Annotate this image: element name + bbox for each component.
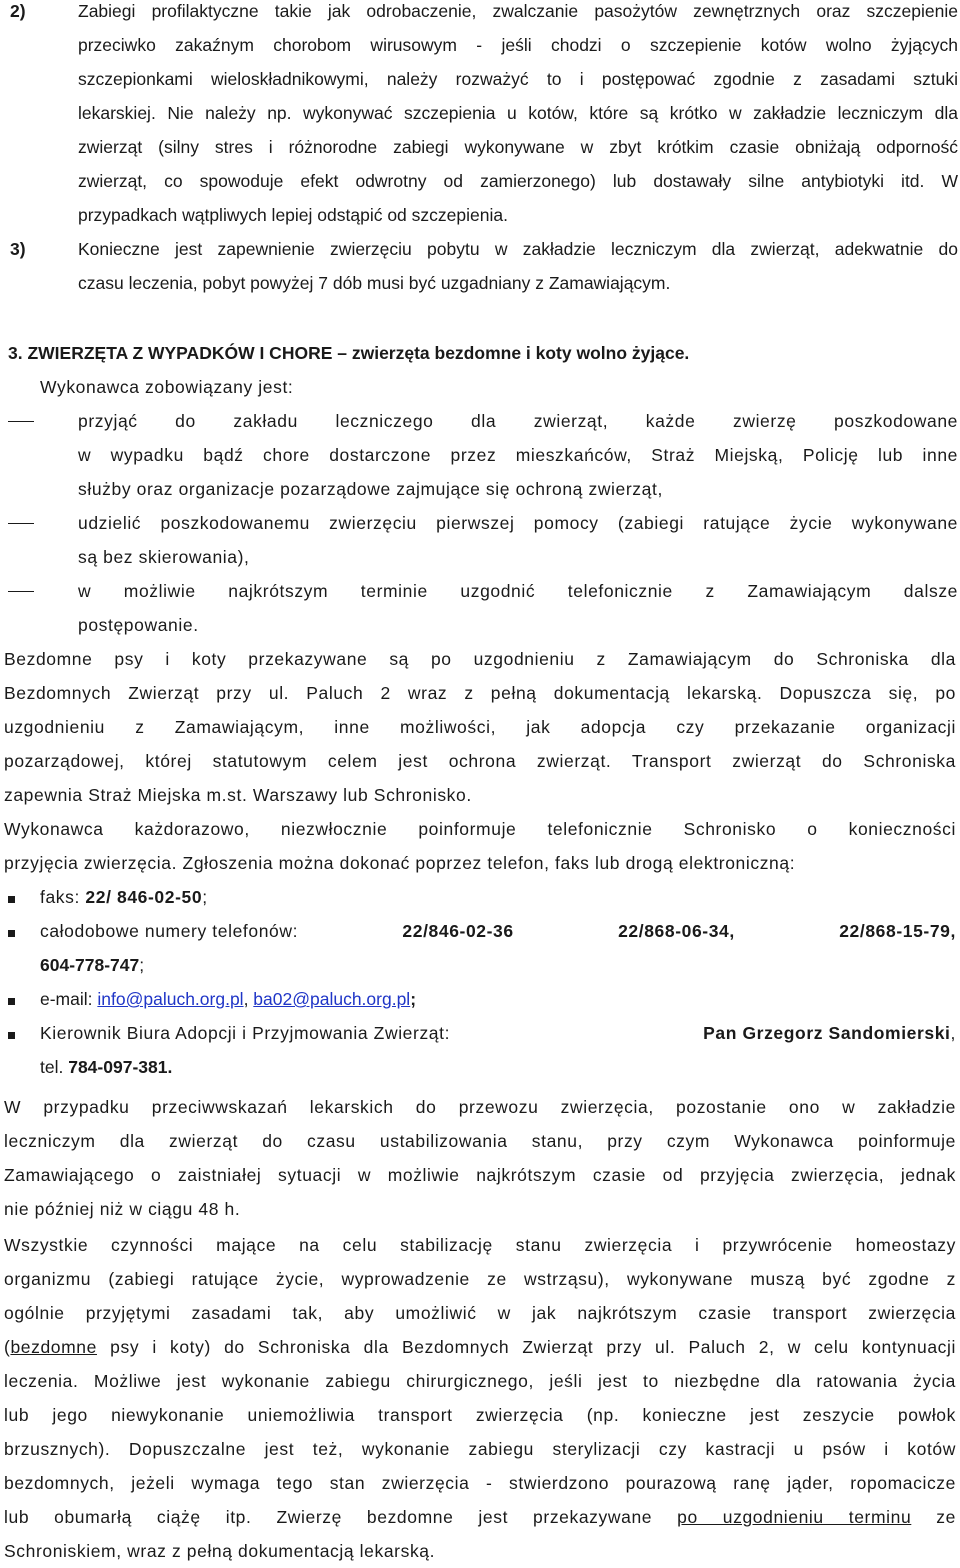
square-bullet-icon: [8, 896, 15, 903]
text-line: [4, 1330, 956, 1364]
tel-number: 784-097-381.: [68, 1057, 173, 1077]
underlined-text: bezdomne: [10, 1337, 97, 1357]
text-line: szczepionkami wieloskładnikowymi, należy rozważyć to i postępować zgodnie z zasadami sztuki: [78, 69, 958, 89]
text-line: Zamawiającego o zaistniałej sytuacji w możliwie najkrótszym czasie od przyjęcia zwierzęcia, jednak: [4, 1165, 956, 1185]
intro-text: Wykonawca zobowiązany jest:: [40, 377, 294, 397]
contact-fax: [40, 880, 208, 914]
text-line: lekarskiej. Nie należy np. wykonywać szczepienia u kotów, które są krótko w zakładzie leczniczym dla: [78, 103, 958, 123]
email-link-ba02[interactable]: ba02@paluch.org.pl: [253, 989, 411, 1009]
phone-number: 22/868-15-79,: [839, 921, 956, 941]
bullet-line: udzielić poszkodowanemu zwierzęciu pierwszej pomocy (zabiegi ratujące życie wykonywane: [78, 513, 958, 533]
text-line: Bezdomnych Zwierząt przy ul. Paluch 2 wraz z pełną dokumentacją lekarską. Dopuszcza się, po: [4, 683, 956, 703]
dash-bullet-icon: [8, 421, 34, 422]
punctuation: ;: [202, 887, 208, 907]
text-fragment: (: [4, 1337, 11, 1357]
text-line: przeciwko zakaźnym chorobom wirusowym - jeśli chodzi o szczepienie kotów wolno żyjących: [78, 35, 958, 55]
punctuation: ;: [410, 989, 417, 1009]
phone-number: 22/846-02-36: [402, 921, 514, 941]
text-line: Wykonawca każdorazowo, niezwłocznie poinformuje telefonicznie Schronisko o konieczności: [4, 819, 956, 839]
email-label: e-mail:: [40, 989, 98, 1009]
punctuation: ;: [139, 955, 145, 975]
section-heading: 3. ZWIERZĘTA Z WYPADKÓW I CHORE – zwierzęta bezdomne i koty wolno żyjące.: [8, 343, 690, 363]
text-line: nie później niż w ciągu 48 h.: [4, 1199, 241, 1219]
text-line: uzgodnieniu z Zamawiającym, inne możliwości, jak adopcja czy przekazanie organizacji: [4, 717, 956, 737]
text-line: Zabiegi profilaktyczne takie jak odrobaczenie, zwalczanie pasożytów zewnętrznych oraz szczepienie: [78, 1, 958, 21]
text-line: brzusznych). Dopuszczalne jest też, wykonanie zabiegu sterylizacji czy kastracji u psów i kotów: [4, 1439, 956, 1459]
punctuation: ,: [243, 989, 254, 1009]
bullet-line: w możliwie najkrótszym terminie uzgodnić telefonicznie z Zamawiającym dalsze: [78, 581, 958, 601]
phone-number: 604-778-747: [40, 955, 140, 975]
list-number-3: 3): [10, 239, 26, 259]
text-line: zwierząt (silny stres i różnorodne zabiegi wykonywane w zbyt krótkim czasie obniżają odporność: [78, 137, 958, 157]
text-line: zapewnia Straż Miejska m.st. Warszawy lub Schronisko.: [4, 785, 472, 805]
text-line: leczenia. Możliwe jest wykonanie zabiegu chirurgicznego, jeśli jest to niezbędne dla ratowania życia: [4, 1371, 956, 1391]
manager-label: Kierownik Biura Adopcji i Przyjmowania Zwierząt:: [40, 1023, 451, 1043]
manager-name-wrap: [703, 1016, 956, 1050]
text-line: [4, 1500, 956, 1534]
list-number-2: 2): [10, 1, 26, 21]
email-link-info[interactable]: info@paluch.org.pl: [97, 989, 244, 1009]
text-line: Konieczne jest zapewnienie zwierzęciu pobytu w zakładzie leczniczym dla zwierząt, adekwatnie do: [78, 239, 958, 259]
phone-number: 22/868-06-34,: [618, 921, 735, 941]
bullet-line: są bez skierowania),: [78, 547, 250, 567]
text-fragment: ze: [911, 1507, 956, 1527]
contact-tel: [40, 1050, 172, 1084]
text-fragment: lub obumarłą ciążę itp. Zwierzę bezdomne jest przekazywane: [4, 1507, 678, 1527]
text-line: W przypadku przeciwwskazań lekarskich do przewozu zwierzęcia, pozostanie ono w zakładzie: [4, 1097, 956, 1117]
fax-number: 22/ 846-02-50: [85, 887, 203, 907]
contact-phones: [40, 914, 956, 948]
punctuation: ,: [950, 1023, 956, 1043]
text-line: Schroniskiem, wraz z pełną dokumentacją lekarską.: [4, 1541, 436, 1561]
text-line: bezdomnych, jeżeli wymaga tego stan zwierzęcia - stwierdzono pourazową ranę jąder, ropomacicze: [4, 1473, 956, 1493]
bullet-line: postępowanie.: [78, 615, 199, 635]
square-bullet-icon: [8, 998, 15, 1005]
bullet-line: w wypadku bądź chore dostarczone przez mieszkańców, Straż Miejską, Policję lub inne: [78, 445, 958, 465]
underlined-text: po uzgodnieniu terminu: [677, 1507, 912, 1527]
manager-name: Pan Grzegorz Sandomierski: [703, 1023, 951, 1043]
dash-bullet-icon: [8, 591, 34, 592]
contact-manager: [40, 1016, 956, 1050]
text-line: leczniczym dla zwierząt do czasu ustabilizowania stanu, przy czym Wykonawca poinformuje: [4, 1131, 956, 1151]
tel-label: tel.: [40, 1057, 69, 1077]
text-line: pozarządowej, której statutowym celem jest ochrona zwierząt. Transport zwierząt do Schroniska: [4, 751, 956, 771]
text-line: zwierząt, co spowoduje efekt odwrotny od zamierzonego) lub dostawały silne antybiotyki itd. W: [78, 171, 958, 191]
text-line: przypadkach wątpliwych lepiej odstąpić od szczepienia.: [78, 205, 508, 225]
text-fragment: psy i koty) do Schroniska dla Bezdomnych Zwierząt przy ul. Paluch 2, w celu kontynuacji: [96, 1337, 956, 1357]
text-line: czasu leczenia, pobyt powyżej 7 dób musi być uzgadniany z Zamawiającym.: [78, 273, 671, 293]
fax-label: faks:: [40, 887, 86, 907]
bullet-line: przyjąć do zakładu leczniczego dla zwierząt, każde zwierzę poszkodowane: [78, 411, 958, 431]
phones-label: całodobowe numery telefonów:: [40, 921, 299, 941]
text-line: organizmu (zabiegi ratujące życie, wyprowadzenie ze wstrząsu), wykonywane muszą być zgodne z: [4, 1269, 956, 1289]
contact-email: [40, 982, 416, 1016]
text-line: lub jego niewykonanie uniemożliwia transport zwierzęcia (np. konieczne jest zeszycie powłok: [4, 1405, 956, 1425]
square-bullet-icon: [8, 1032, 15, 1039]
square-bullet-icon: [8, 930, 15, 937]
bullet-line: służby oraz organizacje pozarządowe zajmujące się ochroną zwierząt,: [78, 479, 663, 499]
dash-bullet-icon: [8, 523, 34, 524]
text-line: ogólnie przyjętymi zasadami tak, aby umożliwić w jak najkrótszym czasie transport zwierzęcia: [4, 1303, 956, 1323]
text-line: Wszystkie czynności mające na celu stabilizację stanu zwierzęcia i przywrócenie homeostazy: [4, 1235, 956, 1255]
text-line: przyjęcia zwierzęcia. Zgłoszenia można dokonać poprzez telefon, faks lub drogą elektroniczną:: [4, 853, 796, 873]
contact-phones-cont: [40, 948, 144, 982]
text-line: Bezdomne psy i koty przekazywane są po uzgodnieniu z Zamawiającym do Schroniska dla: [4, 649, 956, 669]
